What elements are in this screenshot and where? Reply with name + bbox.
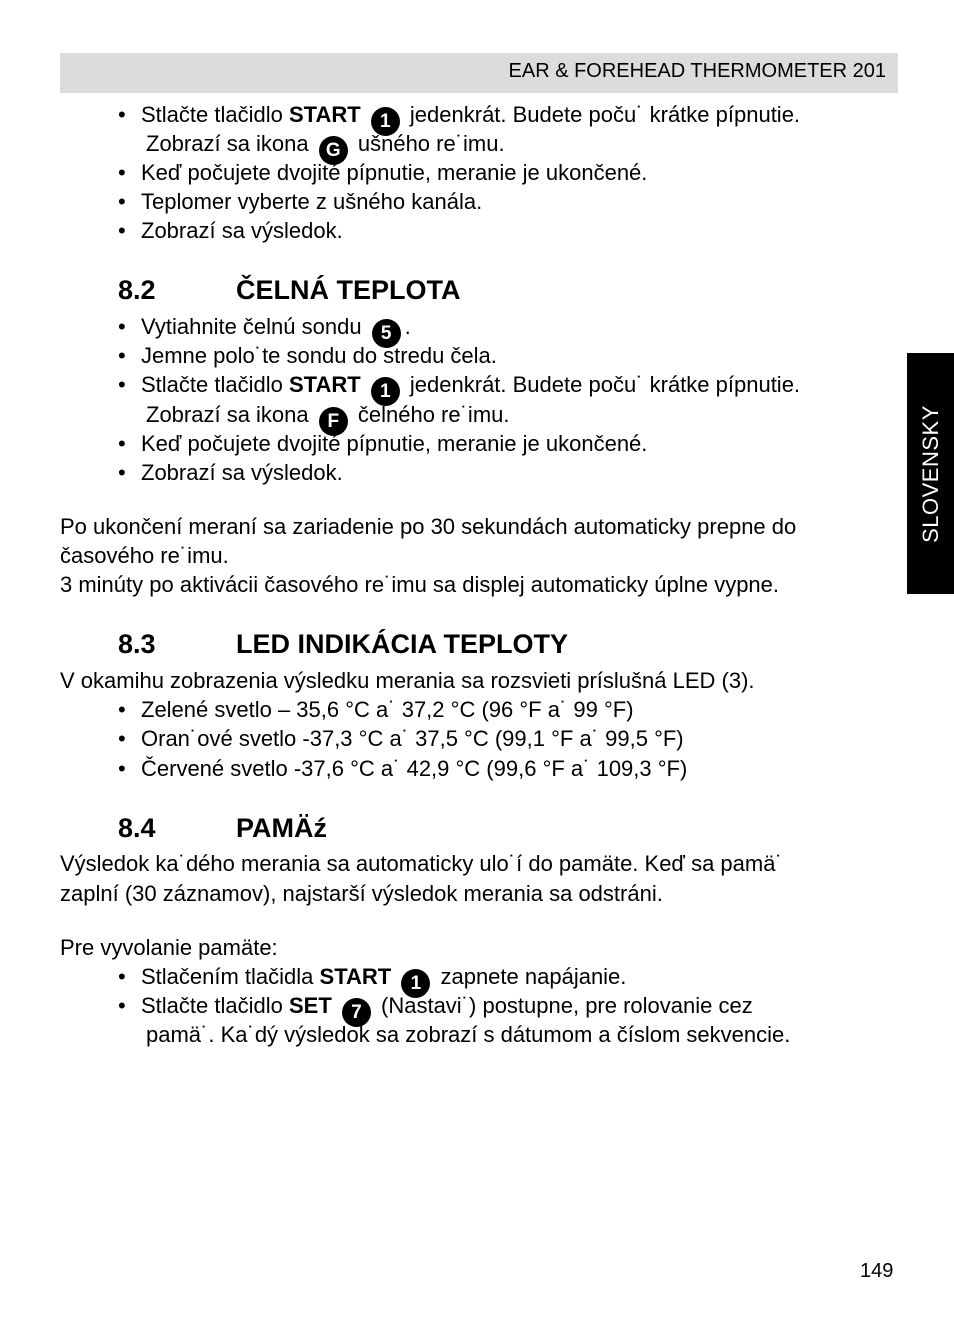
list-item: Zobrazí sa výsledok. xyxy=(141,460,343,485)
section-number: 8.2 xyxy=(118,275,156,305)
bullet-marker: • xyxy=(118,964,126,989)
language-tab-label: SLOVENSKY xyxy=(917,404,943,543)
document-title: EAR & FOREHEAD THERMOMETER 201 xyxy=(508,60,886,82)
page-number: 149 xyxy=(860,1260,894,1282)
forehead-mode-icon: F xyxy=(319,407,348,436)
section-title: PAMÄź xyxy=(236,813,327,843)
probe-icon: 5 xyxy=(372,319,401,348)
start-button-icon: 1 xyxy=(371,377,400,406)
paragraph-line: V okamihu zobrazenia výsledku merania sa rozsvieti príslušná LED (3). xyxy=(60,668,755,693)
language-tab xyxy=(907,353,954,594)
list-item: Teplomer vyberte z ušného kanála. xyxy=(141,189,483,214)
list-item: Stlačením tlačidla START 1 zapnete napájanie. xyxy=(141,964,626,998)
start-button-icon: 1 xyxy=(401,969,430,998)
list-item: Keď počujete dvojité pípnutie, meranie je ukončené. xyxy=(141,431,648,456)
bullet-marker: • xyxy=(118,314,126,339)
paragraph-line: Po ukončení meraní sa zariadenie po 30 sekundách automaticky prepne do xyxy=(60,514,797,539)
list-item: Jemne polo˙te sondu do stredu čela. xyxy=(141,343,497,368)
start-button-icon: 1 xyxy=(371,107,400,136)
paragraph-line: 3 minúty po aktivácii časového re˙imu sa displej automaticky úplne vypne. xyxy=(60,572,780,597)
bullet-marker: • xyxy=(118,756,126,781)
paragraph-line: zaplní (30 záznamov), najstarší výsledok merania sa odstráni. xyxy=(60,881,663,906)
bullet-marker: • xyxy=(118,160,126,185)
list-item: Červené svetlo -37,6 °C a˙ 42,9 °C (99,6 °F a˙ 109,3 °F) xyxy=(141,756,688,781)
set-button-icon: 7 xyxy=(342,998,371,1027)
list-item: Zobrazí sa výsledok. xyxy=(141,218,343,243)
list-item: Vytiahnite čelnú sondu 5 . xyxy=(141,314,411,348)
bullet-marker: • xyxy=(118,460,126,485)
paragraph-line: časového re˙imu. xyxy=(60,543,229,568)
bullet-marker: • xyxy=(118,697,126,722)
list-item: Stlačte tlačidlo SET 7 (Nastavi˙) postupne, pre rolovanie cez xyxy=(141,993,753,1027)
section-number: 8.4 xyxy=(118,813,156,843)
list-item-continuation: pamä˙. Ka˙dý výsledok sa zobrazí s dátumom a číslom sekvencie. xyxy=(146,1022,791,1047)
list-item: Stlačte tlačidlo START 1 jedenkrát. Budete poču˙ krátke pípnutie. xyxy=(141,102,800,136)
bullet-marker: • xyxy=(118,726,126,751)
list-item: Zelené svetlo – 35,6 °C a˙ 37,2 °C (96 °F a˙ 99 °F) xyxy=(141,697,634,722)
list-item-continuation: Zobrazí sa ikona F čelného re˙imu. xyxy=(146,402,510,436)
paragraph-line: Pre vyvolanie pamäte: xyxy=(60,935,278,960)
bullet-marker: • xyxy=(118,218,126,243)
ear-mode-icon: G xyxy=(319,136,348,165)
list-item: Keď počujete dvojité pípnutie, meranie je ukončené. xyxy=(141,160,648,185)
bullet-marker: • xyxy=(118,189,126,214)
list-item: Oran˙ové svetlo -37,3 °C a˙ 37,5 °C (99,1 °F a˙ 99,5 °F) xyxy=(141,726,684,751)
list-item-continuation: Zobrazí sa ikona G ušného re˙imu. xyxy=(146,131,505,165)
section-title: ČELNÁ TEPLOTA xyxy=(236,275,461,305)
list-item: Stlačte tlačidlo START 1 jedenkrát. Budete poču˙ krátke pípnutie. xyxy=(141,372,800,406)
section-number: 8.3 xyxy=(118,629,156,659)
paragraph-line: Výsledok ka˙dého merania sa automaticky ulo˙í do pamäte. Keď sa pamä˙ xyxy=(60,851,783,876)
bullet-marker: • xyxy=(118,102,126,127)
section-title: LED INDIKÁCIA TEPLOTY xyxy=(236,629,569,659)
header-bar xyxy=(60,53,898,93)
bullet-marker: • xyxy=(118,993,126,1018)
bullet-marker: • xyxy=(118,431,126,456)
bullet-marker: • xyxy=(118,372,126,397)
bullet-marker: • xyxy=(118,343,126,368)
